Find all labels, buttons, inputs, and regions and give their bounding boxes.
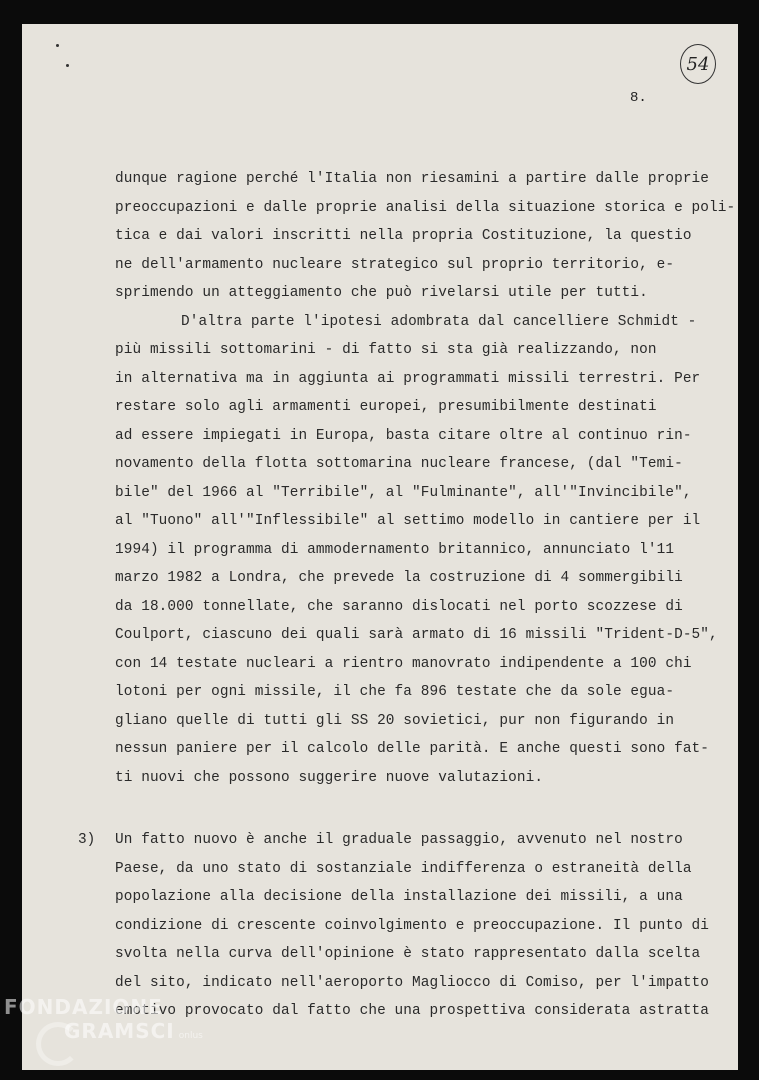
text-line: con 14 testate nucleari a rientro manovrato indipendente a 100 chi [115,656,692,672]
text-line: Paese, da uno stato di sostanziale indifferenza o estraneità della [115,861,692,877]
text-line: gliano quelle di tutti gli SS 20 sovietici, pur non figurando in [115,713,675,729]
text-line: dunque ragione perché l'Italia non riesamini a partire dalle proprie [115,171,710,187]
text-line: ad essere impiegati in Europa, basta citare oltre al continuo rin- [115,428,692,444]
watermark-line1: FONDAZIONE [4,995,163,1019]
text-line: sprimendo un atteggiamento che può rivelarsi utile per tutti. [115,285,648,301]
text-line: Coulport, ciascuno dei quali sarà armato di 16 missili "Trident-D-5", [115,627,718,643]
text-line: restare solo agli armamenti europei, presumibilmente destinati [115,399,657,415]
text-line: condizione di crescente coinvolgimento e preoccupazione. Il punto di [115,918,710,934]
page-number: 8. [630,90,647,106]
text-line: ti nuovi che possono suggerire nuove valutazioni. [115,770,544,786]
text-line: marzo 1982 a Londra, che prevede la costruzione di 4 sommergibili [115,570,683,586]
text-line: lotoni per ogni missile, il che fa 896 testate che da sole egua- [115,684,675,700]
section-marker: 3) [78,832,96,848]
text-line: ne dell'armamento nucleare strategico sul proprio territorio, e- [115,257,675,273]
text-line: svolta nella curva dell'opinione è stato rappresentato dalla scelta [115,946,701,962]
speck-mark [56,44,59,47]
speck-mark [66,64,69,67]
text-line: da 18.000 tonnellate, che saranno dislocati nel porto scozzese di [115,599,683,615]
text-line: D'altra parte l'ipotesi adombrata dal cancelliere Schmidt - [181,314,697,330]
text-line: nessun paniere per il calcolo delle parità. E anche questi sono fat- [115,741,710,757]
text-line: bile" del 1966 al "Terribile", al "Fulminante", all'"Invincibile", [115,485,692,501]
text-line: popolazione alla decisione della installazione dei missili, a una [115,889,683,905]
text-line: al "Tuono" all'"Inflessibile" al settimo modello in cantiere per il [115,513,701,529]
text-line: emotivo provocato dal fatto che una prospettiva considerata astratta [115,1003,710,1019]
text-line: Un fatto nuovo è anche il graduale passaggio, avvenuto nel nostro [115,832,683,848]
text-line: novamento della flotta sottomarina nucleare francese, (dal "Temi- [115,456,683,472]
text-line: preoccupazioni e dalle proprie analisi della situazione storica e poli- [115,200,736,216]
text-line: del sito, indicato nell'aeroporto Magliocco di Comiso, per l'impatto [115,975,710,991]
text-line: in alternativa ma in aggiunta ai programmati missili terrestri. Per [115,371,701,387]
archive-stamp-number: 54 [680,44,716,84]
watermark [4,995,203,1048]
text-line: tica e dai valori inscritti nella propria Costituzione, la questio [115,228,692,244]
text-line: 1994) il programma di ammodernamento britannico, annunciato l'11 [115,542,675,558]
watermark-suffix: onlus [178,1031,203,1041]
watermark-line2: GRAMSCI [64,1019,175,1043]
text-line: più missili sottomarini - di fatto si sta già realizzando, non [115,342,657,358]
